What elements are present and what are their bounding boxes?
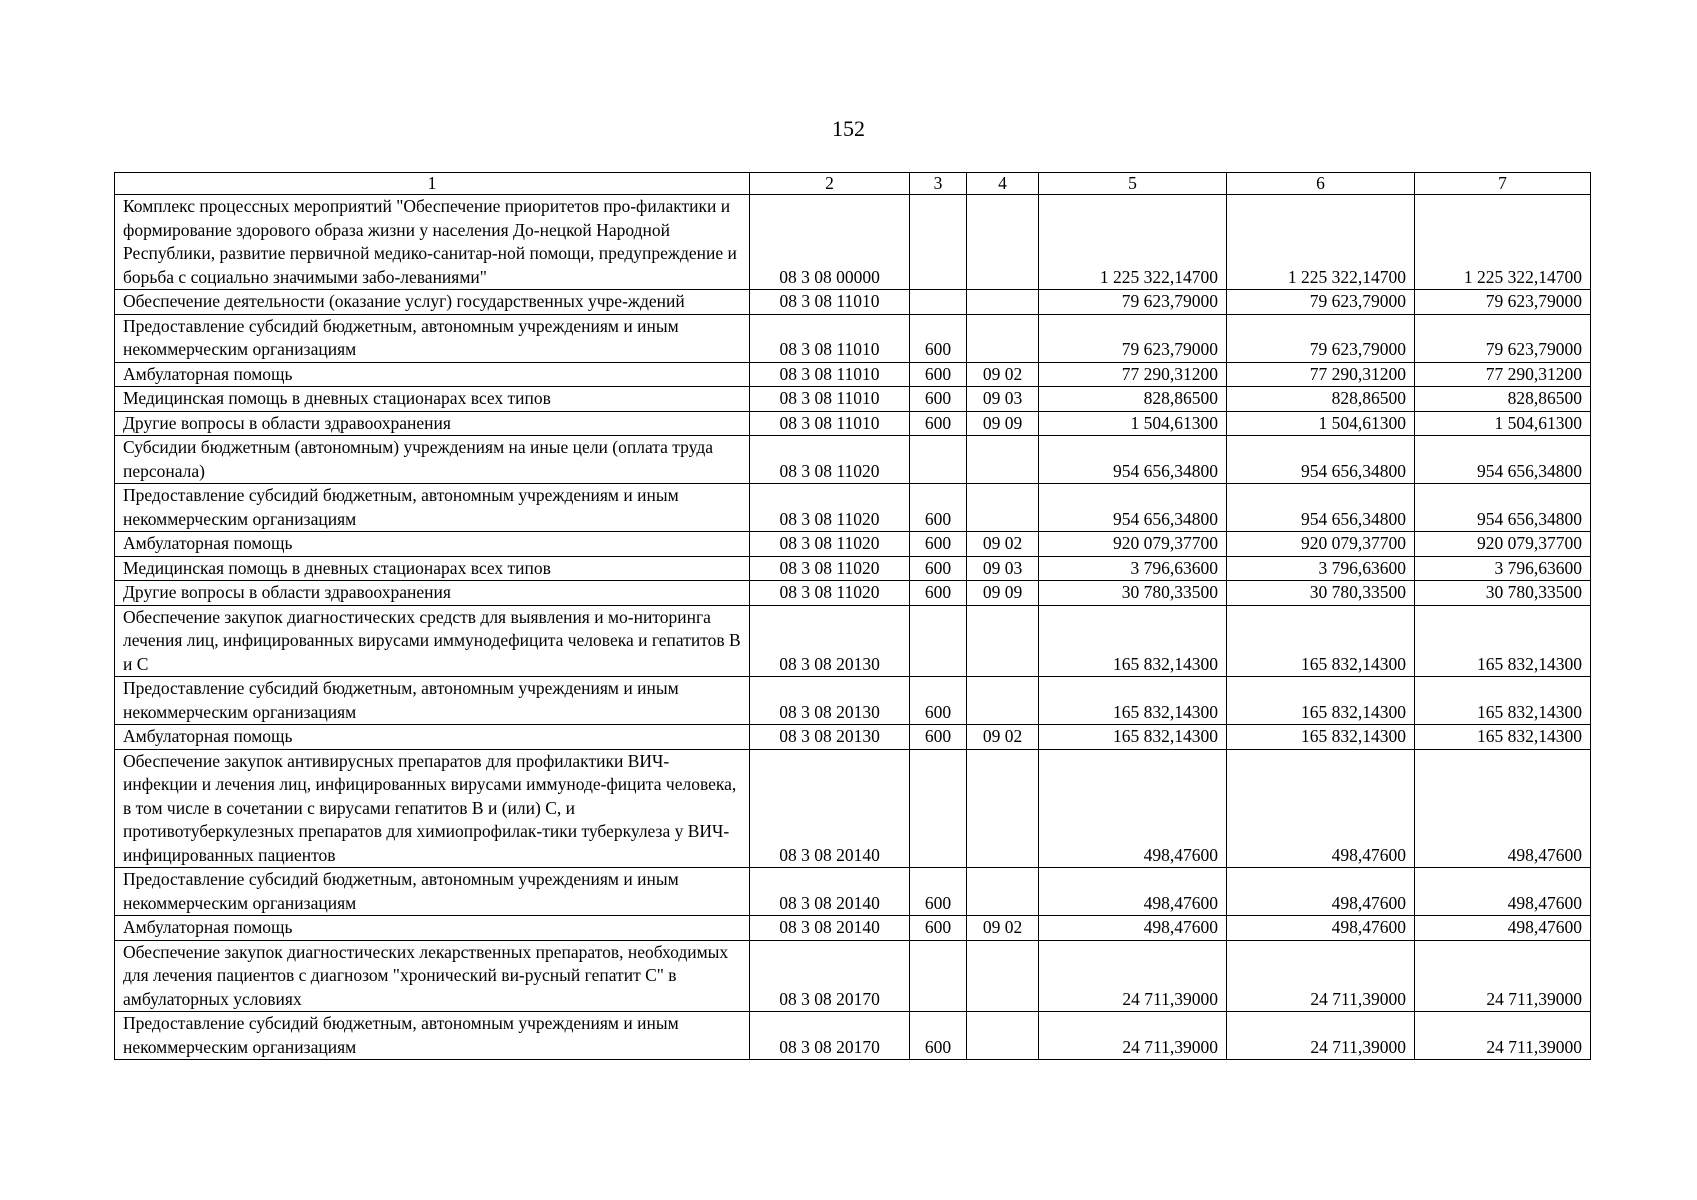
table-row <box>115 387 1591 412</box>
expense-type-cell <box>910 749 967 868</box>
section-cell: 09 02 <box>967 916 1039 941</box>
row-name-cell: Амбулаторная помощь <box>115 362 750 387</box>
amount-year3-cell: 1 504,61300 <box>1415 411 1591 436</box>
amount-year3-cell: 920 079,37700 <box>1415 532 1591 557</box>
target-code-cell: 08 3 08 00000 <box>750 195 910 290</box>
amount-year3-cell: 954 656,34800 <box>1415 436 1591 484</box>
amount-year1-cell: 165 832,14300 <box>1039 725 1227 750</box>
amount-year3-cell: 1 225 322,14700 <box>1415 195 1591 290</box>
row-name-cell: Предоставление субсидий бюджетным, автономным учреждениям и иным некоммерческим организациям <box>115 868 750 916</box>
amount-year3-cell: 79 623,79000 <box>1415 290 1591 315</box>
table-row <box>115 677 1591 725</box>
section-cell: 09 03 <box>967 387 1039 412</box>
row-name-cell: Амбулаторная помощь <box>115 916 750 941</box>
amount-year2-cell: 498,47600 <box>1227 868 1415 916</box>
amount-year3-cell: 3 796,63600 <box>1415 556 1591 581</box>
target-code-cell: 08 3 08 11010 <box>750 362 910 387</box>
target-code-cell: 08 3 08 11010 <box>750 387 910 412</box>
amount-year1-cell: 1 225 322,14700 <box>1039 195 1227 290</box>
expense-type-cell: 600 <box>910 387 967 412</box>
amount-year1-cell: 24 711,39000 <box>1039 1012 1227 1060</box>
amount-year1-cell: 30 780,33500 <box>1039 581 1227 606</box>
amount-year2-cell: 30 780,33500 <box>1227 581 1415 606</box>
target-code-cell: 08 3 08 11020 <box>750 532 910 557</box>
target-code-cell: 08 3 08 11020 <box>750 581 910 606</box>
amount-year2-cell: 498,47600 <box>1227 916 1415 941</box>
amount-year2-cell: 79 623,79000 <box>1227 314 1415 362</box>
table-row <box>115 484 1591 532</box>
header-cell: 3 <box>910 173 967 195</box>
amount-year2-cell: 498,47600 <box>1227 749 1415 868</box>
section-cell <box>967 940 1039 1012</box>
target-code-cell: 08 3 08 11020 <box>750 556 910 581</box>
header-cell: 1 <box>115 173 750 195</box>
amount-year2-cell: 24 711,39000 <box>1227 1012 1415 1060</box>
section-cell <box>967 314 1039 362</box>
table-row <box>115 436 1591 484</box>
table-row <box>115 749 1591 868</box>
section-cell <box>967 677 1039 725</box>
amount-year3-cell: 24 711,39000 <box>1415 940 1591 1012</box>
amount-year1-cell: 3 796,63600 <box>1039 556 1227 581</box>
section-cell: 09 02 <box>967 362 1039 387</box>
section-cell: 09 03 <box>967 556 1039 581</box>
expense-type-cell <box>910 195 967 290</box>
expense-type-cell <box>910 940 967 1012</box>
section-cell: 09 09 <box>967 581 1039 606</box>
row-name-cell: Медицинская помощь в дневных стационарах всех типов <box>115 387 750 412</box>
expense-type-cell: 600 <box>910 556 967 581</box>
section-cell: 09 02 <box>967 725 1039 750</box>
table-row <box>115 868 1591 916</box>
amount-year1-cell: 165 832,14300 <box>1039 677 1227 725</box>
amount-year2-cell: 77 290,31200 <box>1227 362 1415 387</box>
section-cell <box>967 1012 1039 1060</box>
row-name-cell: Предоставление субсидий бюджетным, автономным учреждениям и иным некоммерческим организациям <box>115 677 750 725</box>
target-code-cell: 08 3 08 20140 <box>750 868 910 916</box>
target-code-cell: 08 3 08 20140 <box>750 749 910 868</box>
target-code-cell: 08 3 08 11010 <box>750 314 910 362</box>
target-code-cell: 08 3 08 11010 <box>750 411 910 436</box>
expense-type-cell: 600 <box>910 362 967 387</box>
amount-year1-cell: 920 079,37700 <box>1039 532 1227 557</box>
table-row <box>115 411 1591 436</box>
expense-type-cell: 600 <box>910 532 967 557</box>
expense-type-cell: 600 <box>910 484 967 532</box>
expense-type-cell: 600 <box>910 411 967 436</box>
page-number: 152 <box>832 116 865 141</box>
header-cell: 5 <box>1039 173 1227 195</box>
section-cell <box>967 436 1039 484</box>
target-code-cell: 08 3 08 20130 <box>750 725 910 750</box>
section-cell <box>967 195 1039 290</box>
amount-year1-cell: 498,47600 <box>1039 916 1227 941</box>
row-name-cell: Амбулаторная помощь <box>115 725 750 750</box>
amount-year1-cell: 79 623,79000 <box>1039 290 1227 315</box>
table-row <box>115 314 1591 362</box>
expense-type-cell: 600 <box>910 581 967 606</box>
amount-year3-cell: 30 780,33500 <box>1415 581 1591 606</box>
amount-year2-cell: 1 504,61300 <box>1227 411 1415 436</box>
amount-year2-cell: 165 832,14300 <box>1227 725 1415 750</box>
target-code-cell: 08 3 08 20130 <box>750 677 910 725</box>
expense-type-cell: 600 <box>910 916 967 941</box>
row-name-cell: Другие вопросы в области здравоохранения <box>115 411 750 436</box>
table-row <box>115 581 1591 606</box>
amount-year1-cell: 79 623,79000 <box>1039 314 1227 362</box>
expense-type-cell: 600 <box>910 868 967 916</box>
expense-type-cell: 600 <box>910 314 967 362</box>
amount-year3-cell: 498,47600 <box>1415 749 1591 868</box>
table-row <box>115 940 1591 1012</box>
amount-year2-cell: 1 225 322,14700 <box>1227 195 1415 290</box>
amount-year2-cell: 920 079,37700 <box>1227 532 1415 557</box>
header-cell: 4 <box>967 173 1039 195</box>
expense-type-cell <box>910 436 967 484</box>
amount-year3-cell: 165 832,14300 <box>1415 725 1591 750</box>
amount-year3-cell: 498,47600 <box>1415 868 1591 916</box>
expense-type-cell: 600 <box>910 677 967 725</box>
amount-year2-cell: 3 796,63600 <box>1227 556 1415 581</box>
row-name-cell: Медицинская помощь в дневных стационарах всех типов <box>115 556 750 581</box>
amount-year2-cell: 954 656,34800 <box>1227 484 1415 532</box>
table-row <box>115 556 1591 581</box>
amount-year1-cell: 1 504,61300 <box>1039 411 1227 436</box>
amount-year3-cell: 165 832,14300 <box>1415 677 1591 725</box>
expense-type-cell <box>910 290 967 315</box>
row-name-cell: Обеспечение закупок антивирусных препаратов для профилактики ВИЧ-инфекции и лечения лиц, инфицированных вирусами иммуноде-фицита человека, в том числе в сочетании с вирусами гепатитов B и (или) C, и противотуберкулезных препаратов для химиопрофилак-тики туберкулеза у ВИЧ-инфицированных пациентов <box>115 749 750 868</box>
header-cell: 7 <box>1415 173 1591 195</box>
amount-year2-cell: 954 656,34800 <box>1227 436 1415 484</box>
table-row <box>115 532 1591 557</box>
amount-year2-cell: 24 711,39000 <box>1227 940 1415 1012</box>
target-code-cell: 08 3 08 11020 <box>750 436 910 484</box>
amount-year3-cell: 24 711,39000 <box>1415 1012 1591 1060</box>
row-name-cell: Предоставление субсидий бюджетным, автономным учреждениям и иным некоммерческим организациям <box>115 484 750 532</box>
table-row <box>115 195 1591 290</box>
section-cell <box>967 868 1039 916</box>
table-row <box>115 725 1591 750</box>
amount-year3-cell: 498,47600 <box>1415 916 1591 941</box>
section-cell: 09 09 <box>967 411 1039 436</box>
amount-year1-cell: 954 656,34800 <box>1039 484 1227 532</box>
amount-year1-cell: 24 711,39000 <box>1039 940 1227 1012</box>
amount-year3-cell: 165 832,14300 <box>1415 605 1591 677</box>
section-cell <box>967 484 1039 532</box>
amount-year3-cell: 828,86500 <box>1415 387 1591 412</box>
amount-year1-cell: 954 656,34800 <box>1039 436 1227 484</box>
section-cell: 09 02 <box>967 532 1039 557</box>
target-code-cell: 08 3 08 11010 <box>750 290 910 315</box>
row-name-cell: Предоставление субсидий бюджетным, автономным учреждениям и иным некоммерческим организациям <box>115 1012 750 1060</box>
row-name-cell: Обеспечение деятельности (оказание услуг) государственных учре-ждений <box>115 290 750 315</box>
table-row <box>115 916 1591 941</box>
amount-year2-cell: 79 623,79000 <box>1227 290 1415 315</box>
table-row <box>115 605 1591 677</box>
section-cell <box>967 749 1039 868</box>
row-name-cell: Комплекс процессных мероприятий "Обеспечение приоритетов про-филактики и формирование здорового образа жизни у населения До-нецкой Народной Республики, развитие первичной медико-санитар-ной помощи, предупреждение и борьба с социально значимыми забо-леваниями" <box>115 195 750 290</box>
table-header-row <box>115 173 1591 195</box>
expense-type-cell: 600 <box>910 725 967 750</box>
table-row <box>115 362 1591 387</box>
target-code-cell: 08 3 08 20130 <box>750 605 910 677</box>
row-name-cell: Предоставление субсидий бюджетным, автономным учреждениям и иным некоммерческим организациям <box>115 314 750 362</box>
amount-year1-cell: 165 832,14300 <box>1039 605 1227 677</box>
row-name-cell: Обеспечение закупок диагностических лекарственных препаратов, необходимых для лечения пациентов с диагнозом "хронический ви-русный гепатит C" в амбулаторных условиях <box>115 940 750 1012</box>
amount-year3-cell: 77 290,31200 <box>1415 362 1591 387</box>
section-cell <box>967 605 1039 677</box>
amount-year2-cell: 165 832,14300 <box>1227 605 1415 677</box>
amount-year3-cell: 79 623,79000 <box>1415 314 1591 362</box>
target-code-cell: 08 3 08 11020 <box>750 484 910 532</box>
amount-year1-cell: 77 290,31200 <box>1039 362 1227 387</box>
expense-type-cell <box>910 605 967 677</box>
header-cell: 6 <box>1227 173 1415 195</box>
target-code-cell: 08 3 08 20170 <box>750 1012 910 1060</box>
table-row <box>115 1012 1591 1060</box>
amount-year2-cell: 828,86500 <box>1227 387 1415 412</box>
table-row <box>115 290 1591 315</box>
row-name-cell: Амбулаторная помощь <box>115 532 750 557</box>
target-code-cell: 08 3 08 20170 <box>750 940 910 1012</box>
row-name-cell: Другие вопросы в области здравоохранения <box>115 581 750 606</box>
expense-type-cell: 600 <box>910 1012 967 1060</box>
amount-year1-cell: 828,86500 <box>1039 387 1227 412</box>
section-cell <box>967 290 1039 315</box>
amount-year3-cell: 954 656,34800 <box>1415 484 1591 532</box>
row-name-cell: Обеспечение закупок диагностических средств для выявления и мо-ниторинга лечения лиц, инфицированных вирусами иммунодефицита человека и гепатитов B и C <box>115 605 750 677</box>
amount-year2-cell: 165 832,14300 <box>1227 677 1415 725</box>
header-cell: 2 <box>750 173 910 195</box>
amount-year1-cell: 498,47600 <box>1039 749 1227 868</box>
amount-year1-cell: 498,47600 <box>1039 868 1227 916</box>
budget-table <box>114 172 1591 1060</box>
target-code-cell: 08 3 08 20140 <box>750 916 910 941</box>
row-name-cell: Субсидии бюджетным (автономным) учреждениям на иные цели (оплата труда персонала) <box>115 436 750 484</box>
